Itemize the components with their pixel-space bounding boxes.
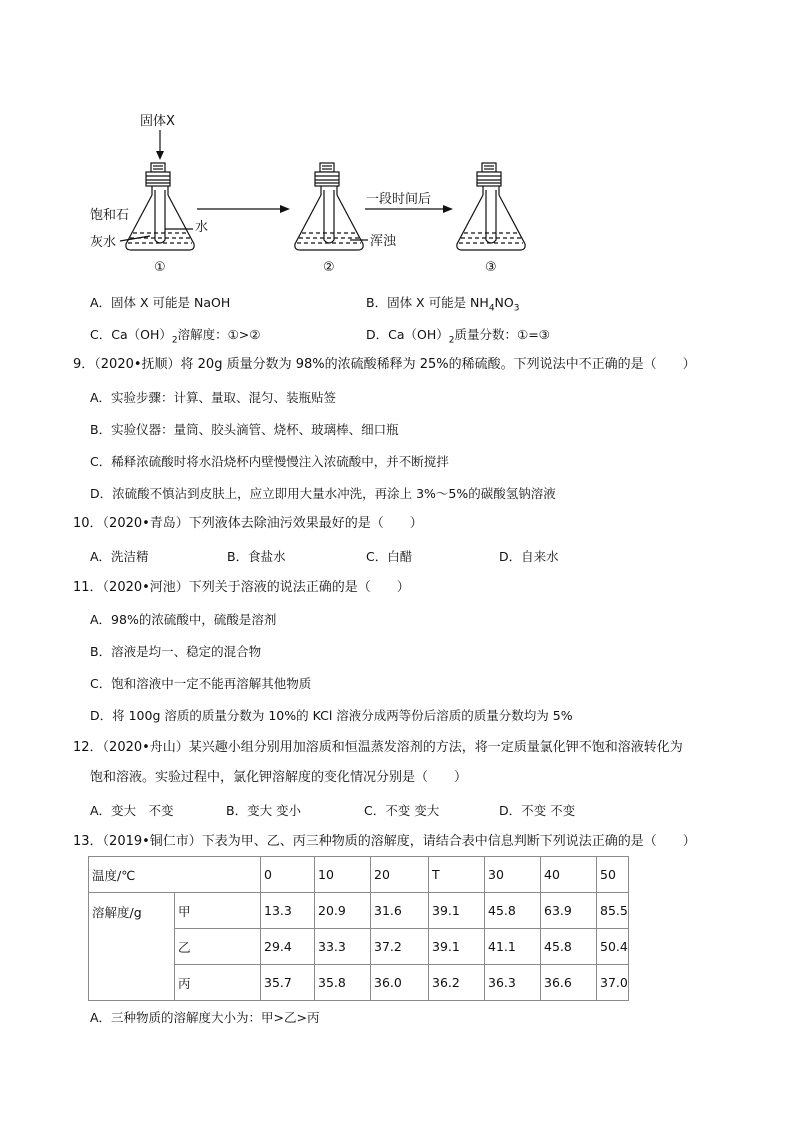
q12-stem-line2: 饱和溶液。实验过程中，氯化钾溶解度的变化情况分别是（ ） — [90, 770, 468, 785]
q9-option-d: D．浓硫酸不慎沾到皮肤上，应立即用大量水冲洗，再涂上 3%～5%的碳酸氢钠溶液 — [90, 486, 556, 501]
value-cell: 36.3 — [485, 965, 541, 1001]
value-cell: 39.1 — [429, 929, 485, 965]
value-cell: 36.2 — [429, 965, 485, 1001]
q10-option-d: D．自来水 — [499, 549, 559, 564]
value-cell: 36.0 — [371, 965, 429, 1001]
q13-stem: 13．（2019•铜仁市）下表为甲、乙、丙三种物质的溶解度，请结合表中信息判断下列说法正确的是（ ） — [73, 834, 696, 849]
q8-d-prefix: D．Ca（OH） — [366, 327, 449, 342]
q11-option-b: B．溶液是均一、稳定的混合物 — [90, 644, 262, 659]
value-cell: 37.2 — [371, 929, 429, 965]
q8-d-sub: 2 — [448, 335, 455, 346]
q10-option-c: C．白醋 — [366, 549, 413, 564]
q8-c-post: 溶解度：①>② — [177, 327, 261, 342]
q12-option-c: C．不变 变大 — [364, 803, 440, 818]
q9-option-b: B．实验仪器：量筒、胶头滴管、烧杯、玻璃棒、细口瓶 — [90, 422, 399, 437]
q10-stem: 10．（2020•青岛）下列液体去除油污效果最好的是（ ） — [73, 516, 423, 531]
q8-b-prefix: B．固体 X 可能是 NH — [366, 295, 489, 310]
after-some-time-label: 一段时间后 — [366, 192, 432, 207]
substance-name-cell: 甲 — [175, 893, 261, 929]
table-header-row — [89, 857, 629, 893]
flask-1 — [126, 163, 194, 250]
value-cell: 85.5 — [597, 893, 629, 929]
temp-cell: 10 — [315, 857, 371, 893]
q12-option-a: A．变大 不变 — [90, 803, 174, 818]
solubility-header-cell: 溶解度/g — [89, 893, 175, 1001]
value-cell: 31.6 — [371, 893, 429, 929]
table-row — [89, 893, 629, 929]
temp-cell: 50 — [597, 857, 629, 893]
q13-option-a: A．三种物质的溶解度大小为：甲>乙>丙 — [90, 1010, 320, 1025]
temp-cell: 0 — [261, 857, 315, 893]
saturated-limewater-label-2: 灰水 — [90, 235, 117, 250]
flask-1-number: ① — [154, 260, 166, 275]
value-cell: 45.8 — [485, 893, 541, 929]
temp-header-cell: 温度/℃ — [89, 857, 261, 893]
q11-option-c: C．饱和溶液中一定不能再溶解其他物质 — [90, 676, 312, 691]
q9-stem: 9．（2020•抚顺）将 20g 质量分数为 98%的浓硫酸稀释为 25%的稀硫酸。下列说法中不正确的是（ ） — [73, 357, 696, 372]
q8-option-d — [366, 327, 550, 349]
water-label: 水 — [195, 220, 209, 235]
flask-3 — [457, 163, 525, 250]
experiment-diagram — [0, 0, 794, 290]
flask-3-number: ③ — [485, 260, 497, 275]
q8-b-mid: NO — [494, 295, 514, 310]
value-cell: 39.1 — [429, 893, 485, 929]
temp-cell: 30 — [485, 857, 541, 893]
q8-c-prefix: C．Ca（OH） — [90, 327, 172, 342]
q9-option-c: C．稀释浓硫酸时将水沿烧杯内壁慢慢注入浓硫酸中，并不断搅拌 — [90, 454, 449, 469]
flask-2 — [295, 163, 363, 250]
saturated-limewater-label-1: 饱和石 — [90, 208, 130, 223]
turbid-label: 浑浊 — [370, 234, 397, 249]
value-cell: 20.9 — [315, 893, 371, 929]
value-cell: 13.3 — [261, 893, 315, 929]
temp-cell: 40 — [541, 857, 597, 893]
value-cell: 45.8 — [541, 929, 597, 965]
flask-2-number: ② — [323, 260, 335, 275]
q8-b-sub1: 4 — [488, 303, 495, 314]
q10-option-b: B．食盐水 — [227, 549, 286, 564]
q11-option-d: D．将 100g 溶质的质量分数为 10%的 KCl 溶液分成两等份后溶质的质量分数均为 5% — [90, 708, 573, 723]
q11-stem: 11．（2020•河池）下列关于溶液的说法正确的是（ ） — [73, 580, 410, 595]
q12-option-d: D．不变 不变 — [499, 803, 576, 818]
value-cell: 35.8 — [315, 965, 371, 1001]
value-cell: 36.6 — [541, 965, 597, 1001]
q12-stem-line1: 12．（2020•舟山）某兴趣小组分别用加溶质和恒温蒸发溶剂的方法，将一定质量氯化钾不饱和溶液转化为 — [73, 740, 683, 755]
solid-x-label: 固体X — [140, 114, 175, 129]
solubility-table — [88, 856, 629, 1001]
value-cell: 63.9 — [541, 893, 597, 929]
q9-option-a: A．实验步骤：计算、量取、混匀、装瓶贴签 — [90, 390, 337, 405]
value-cell: 50.4 — [597, 929, 629, 965]
substance-name-cell: 丙 — [175, 965, 261, 1001]
value-cell: 33.3 — [315, 929, 371, 965]
q8-c-sub: 2 — [171, 335, 178, 346]
q8-option-b — [366, 295, 519, 317]
q8-d-post: 质量分数：①=③ — [454, 327, 550, 342]
q10-option-a: A．洗洁精 — [90, 549, 149, 564]
value-cell: 29.4 — [261, 929, 315, 965]
substance-name-cell: 乙 — [175, 929, 261, 965]
q8-option-a: A．固体 X 可能是 NaOH — [90, 295, 231, 310]
q12-option-b: B．变大 变小 — [226, 803, 302, 818]
value-cell: 41.1 — [485, 929, 541, 965]
temp-cell: 20 — [371, 857, 429, 893]
q8-option-c — [90, 327, 260, 349]
value-cell: 35.7 — [261, 965, 315, 1001]
temp-cell: T — [429, 857, 485, 893]
q8-b-sub2: 3 — [513, 303, 520, 314]
value-cell: 37.0 — [597, 965, 629, 1001]
q11-option-a: A．98%的浓硫酸中，硫酸是溶剂 — [90, 612, 277, 627]
